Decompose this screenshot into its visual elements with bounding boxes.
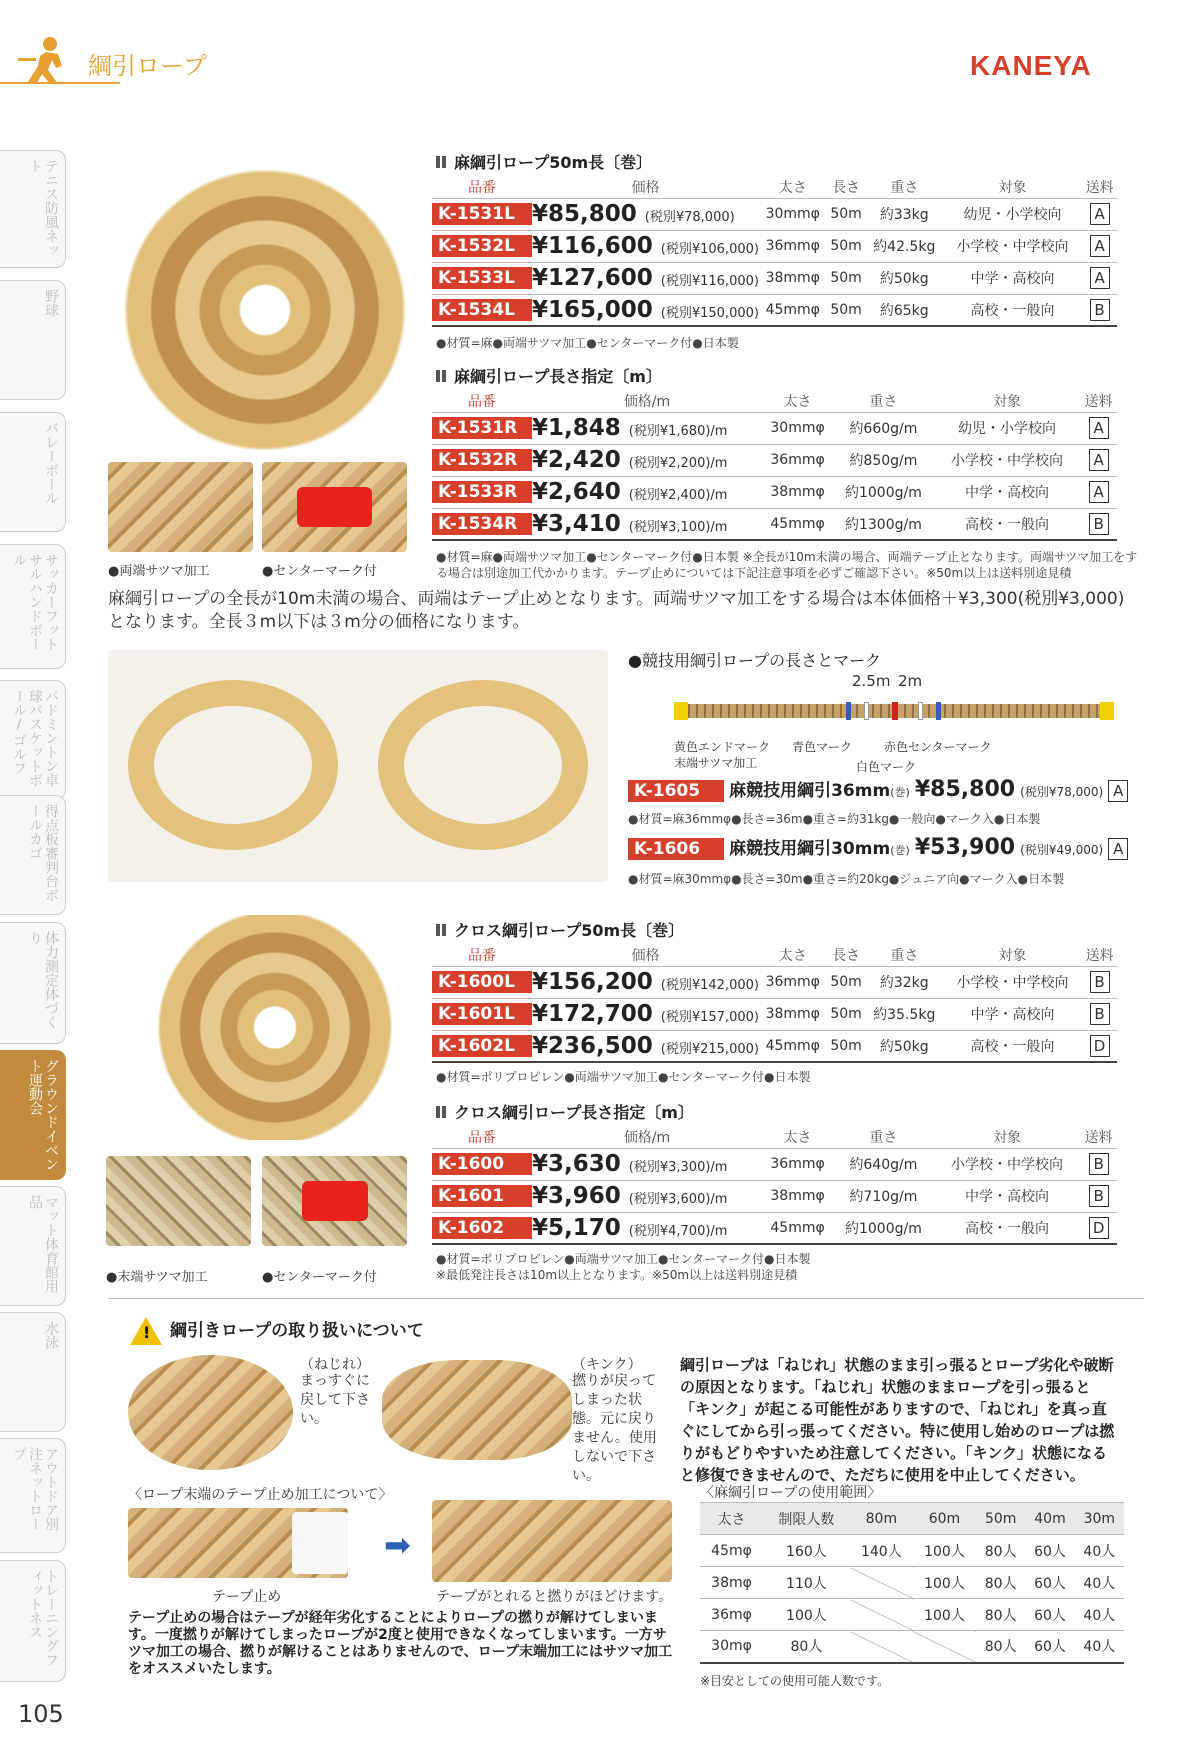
table-row: K-1531R ¥1,848 (税別¥1,680)/m 30mmφ 約660g/m 幼児・小学校向 A	[432, 412, 1117, 444]
table-row: K-1602 ¥5,170 (税別¥4,700)/m 45mmφ 約1000g/m 高校・一般向 D	[432, 1212, 1117, 1244]
hemp-rope-end-image	[108, 462, 253, 552]
label-red-mark: 赤色センターマーク	[884, 740, 992, 754]
table1: 品番 価格 太さ 長さ 重さ 対象 送料 K-1531L ¥85,800 (税別¥78,000) 30mmφ 50m 約33kg 幼児・小学校向 A K-1532L ¥116,600 (税別¥106,000) 36mmφ 50m 約42.5kg 小学校・中学校向 A K-1533L ¥127,600 (税別¥116,000) 38mmφ 50m 約50kg 中学・高校向 A K-1534L ¥165,000 (税別¥150,000) 45mmφ 50m 約65kg 高校・一般向 B	[432, 176, 1117, 327]
cross-rope-center-image	[262, 1156, 407, 1246]
mark-distance-2: 2m	[898, 672, 923, 690]
section-title: 綱引ロープ	[88, 52, 207, 80]
table-row: K-1600 ¥3,630 (税別¥3,300)/m 36mmφ 約640g/m 小学校・中学校向 B	[432, 1148, 1117, 1180]
arrow-icon: ➡	[384, 1526, 411, 1564]
table3-title: クロス綱引ロープ50m長〔巻〕	[436, 918, 684, 941]
table-row: K-1601 ¥3,960 (税別¥3,600)/m 38mmφ 約710g/m 中学・高校向 B	[432, 1180, 1117, 1212]
length-note-1: 麻綱引ロープの全長が10m未満の場合、両端はテープ止めとなります。両端サツマ加工をする場合は本体価格＋¥3,300(税別¥3,000)	[108, 589, 1125, 609]
table-row: 30mφ 80人 80人 60人 40人	[700, 1631, 1124, 1663]
table2-note1: ●材質=麻●両端サツマ加工●センターマーク付●日本製 ※全長が10m未満の場合、両端テープ止となります。両端サツマ加工をす	[436, 550, 1138, 564]
side-tab-soccer[interactable]: サッカーフットサルハンドボール	[0, 544, 66, 669]
care-body: 綱引ロープは「ねじれ」状態のまま引っ張るとロープ劣化や破断の原因となります。「ねじれ」状態のままロープを引っ張ると「キンク」が起こる可能性がありますので、「ねじれ」を真っ直ぐにしてから引っ張ってください。特に使用し始めのロープは撚りがもどりやすいため注意してください。「キンク」状態になると修復できませんので、ただちに使用を中止してください。	[680, 1356, 1115, 1484]
section-icon	[18, 36, 74, 86]
k1606-note: ●材質=麻30mmφ●長さ=30m●重さ=約20kg●ジュニア向●マーク入●日本製	[628, 872, 1065, 886]
tape-caption-1: テープ止め	[212, 1589, 282, 1605]
nejire-image	[128, 1355, 293, 1470]
table1-note: ●材質=麻●両端サツマ加工●センターマーク付●日本製	[436, 336, 739, 350]
tape-image	[128, 1508, 348, 1578]
hemp-rope-center-image	[262, 462, 407, 552]
table3-note: ●材質=ポリプロピレン●両端サツマ加工●センターマーク付●日本製	[436, 1070, 811, 1084]
table-row: K-1600L ¥156,200 (税別¥142,000) 36mmφ 50m 約32kg 小学校・中学校向 B	[432, 966, 1117, 998]
care-title: 綱引きロープの取り扱いについて	[170, 1321, 424, 1341]
page-number: 105	[18, 1700, 64, 1728]
side-tab-mat[interactable]: マット体育館用品	[0, 1186, 66, 1306]
nejire-text: まっすぐに戻して下さい。	[300, 1373, 370, 1427]
length-note-2: となります。全長３m以下は３m分の価格になります。	[108, 612, 530, 632]
table2-title: 麻綱引ロープ長さ指定〔m〕	[436, 364, 662, 387]
side-tab-baseball[interactable]: 野球	[0, 280, 66, 400]
caption-cross-end: ●末端サツマ加工	[106, 1270, 208, 1285]
table4-note2: ※最低発注長さは10m以上となります。※50m以上は送料別途見積	[436, 1268, 798, 1282]
competition-rope-diagram	[674, 704, 1114, 718]
side-tab-volleyball[interactable]: バレーボール	[0, 412, 66, 532]
care-divider	[108, 1298, 1144, 1299]
table-row: 36mφ 100人 100人 80人 60人 40人	[700, 1599, 1124, 1631]
table-row: K-1534R ¥3,410 (税別¥3,100)/m 45mmφ 約1300g/m 高校・一般向 B	[432, 508, 1117, 540]
caption-hemp-center: ●センターマーク付	[262, 564, 377, 579]
label-yellow-mark: 黄色エンドマーク	[674, 740, 771, 754]
table-row: K-1601L ¥172,700 (税別¥157,000) 38mmφ 50m 約35.5kg 中学・高校向 B	[432, 998, 1117, 1030]
table-row: K-1531L ¥85,800 (税別¥78,000) 30mmφ 50m 約33kg 幼児・小学校向 A	[432, 198, 1117, 230]
usage-title: 〈麻綱引ロープの使用範囲〉	[700, 1485, 882, 1501]
side-tab-outdoor[interactable]: アウトドア別注ネットロープ	[0, 1438, 66, 1553]
kink-image	[382, 1360, 572, 1460]
tape-title: 〈ロープ末端のテープ止め加工について〉	[128, 1487, 393, 1503]
side-tab-score[interactable]: 得点板審判台ボールカゴ	[0, 795, 66, 915]
table-row: K-1602L ¥236,500 (税別¥215,000) 45mmφ 50m 約50kg 高校・一般向 D	[432, 1030, 1117, 1062]
side-tab-fitness-test[interactable]: 体力測定体づくり	[0, 922, 66, 1044]
caption-cross-center: ●センターマーク付	[262, 1270, 377, 1285]
unraveled-image	[432, 1500, 672, 1582]
tape-body: テープ止めの場合はテープが経年劣化することによりロープの撚りが解けてしまいます。一度撚りが解けてしまったロープが2度と使用できなくなってしまいます。一方サツマ加工の場合、撚りが解けることはありませんので、ロープ末端加工にはサツマ加工をオススメいたします。	[128, 1610, 673, 1677]
brand-logo: KANEYA	[970, 50, 1092, 81]
kink-title: （キンク）	[572, 1357, 642, 1373]
side-tab-ground[interactable]: グラウンドイベント運動会	[0, 1050, 66, 1180]
table3: 品番 価格 太さ 長さ 重さ 対象 送料 K-1600L ¥156,200 (税別¥142,000) 36mmφ 50m 約32kg 小学校・中学校向 B K-1601L ¥172,700 (税別¥157,000) 38mmφ 50m 約35.5kg 中学・高校向 B K-1602L ¥236,500 (税別¥215,000) 45mmφ 50m 約50kg 高校・一般向 D	[432, 944, 1117, 1063]
cross-rope-end-image	[106, 1156, 251, 1246]
table2: 品番 価格/m 太さ 重さ 対象 送料 K-1531R ¥1,848 (税別¥1,680)/m 30mmφ 約660g/m 幼児・小学校向 A K-1532R ¥2,420 (税別¥2,200)/m 36mmφ 約850g/m 小学校・中学校向 A K-1533R ¥2,640 (税別¥2,400)/m 38mmφ 約1000g/m 中学・高校向 A K-1534R ¥3,410 (税別¥3,100)/m 45mmφ 約1300g/m 高校・一般向 B	[432, 390, 1117, 541]
nejire-title: （ねじれ）	[300, 1357, 370, 1373]
side-tab-training[interactable]: トレーニングフィットネス	[0, 1560, 66, 1682]
k1605-note: ●材質=麻36mmφ●長さ=36m●重さ=約31kg●一般向●マーク入●日本製	[628, 812, 1041, 826]
table4-title: クロス綱引ロープ長さ指定〔m〕	[436, 1100, 694, 1123]
usage-table: 太さ 制限人数 80m 60m 50m 40m 30m 45mφ 160人 140人 100人 80人 60人 40人 38mφ 110人 100人 80人 60人 40人 36mφ 100人 100人 80人 60人 40人 30mφ 80人 80人 60人 40人	[700, 1502, 1124, 1664]
label-white-mark: 白色マーク	[856, 760, 917, 774]
table-row: K-1533L ¥127,600 (税別¥116,000) 38mmφ 50m 約50kg 中学・高校向 A	[432, 262, 1117, 294]
header-rule	[0, 82, 120, 84]
hemp-rope-coil-image	[120, 170, 410, 450]
side-tab-tennis[interactable]: テニス防風ネット	[0, 150, 66, 268]
product-k1605: K-1605 麻競技用綱引36mm(巻) ¥85,800 (税別¥78,000) A	[628, 776, 1144, 802]
table2-note2: る場合は別途加工代かかります。テープ止めについては下記注意事項を必ずご確認下さい。※50m以上は送料別途見積	[436, 566, 1072, 580]
kink-text: 撚りが戻ってしまった状態。元に戻りません。使用しないで下さい。	[572, 1373, 657, 1484]
table-row: K-1533R ¥2,640 (税別¥2,400)/m 38mmφ 約1000g/m 中学・高校向 A	[432, 476, 1117, 508]
competition-title: ●競技用綱引ロープの長さとマーク	[628, 651, 882, 670]
table4: 品番 価格/m 太さ 重さ 対象 送料 K-1600 ¥3,630 (税別¥3,300)/m 36mmφ 約640g/m 小学校・中学校向 B K-1601 ¥3,960 (税別¥3,600)/m 38mmφ 約710g/m 中学・高校向 B K-1602 ¥5,170 (税別¥4,700)/m 45mmφ 約1000g/m 高校・一般向 D	[432, 1126, 1117, 1245]
table-row: K-1532L ¥116,600 (税別¥106,000) 36mmφ 50m 約42.5kg 小学校・中学校向 A	[432, 230, 1117, 262]
competition-rope-image	[108, 650, 608, 882]
cross-rope-coil-image	[150, 915, 400, 1140]
product-k1606: K-1606 麻競技用綱引30mm(巻) ¥53,900 (税別¥49,000) A	[628, 834, 1144, 860]
table-row: K-1534L ¥165,000 (税別¥150,000) 45mmφ 50m 約65kg 高校・一般向 B	[432, 294, 1117, 326]
side-tab-swim[interactable]: 水泳	[0, 1312, 66, 1432]
table1-title: 麻綱引ロープ50m長〔巻〕	[436, 150, 652, 173]
table-row: 38mφ 110人 100人 80人 60人 40人	[700, 1567, 1124, 1599]
side-tab-badminton[interactable]: バドミントン卓球バスケットボール/ゴルフ	[0, 680, 66, 800]
table-row: K-1532R ¥2,420 (税別¥2,200)/m 36mmφ 約850g/m 小学校・中学校向 A	[432, 444, 1117, 476]
warning-icon: !	[130, 1317, 162, 1345]
caption-hemp-end: ●両端サツマ加工	[108, 564, 210, 579]
tape-caption-2: テープがとれると撚りがほどけます。	[436, 1589, 673, 1605]
usage-note: ※目安としての使用可能人数です。	[700, 1674, 890, 1688]
label-end-mark: 末端サツマ加工	[674, 756, 758, 770]
table4-note1: ●材質=ポリプロピレン●両端サツマ加工●センターマーク付●日本製	[436, 1252, 811, 1266]
mark-distance-1: 2.5m	[852, 672, 891, 690]
label-blue-mark: 青色マーク	[792, 740, 853, 754]
table-row: 45mφ 160人 140人 100人 80人 60人 40人	[700, 1535, 1124, 1567]
